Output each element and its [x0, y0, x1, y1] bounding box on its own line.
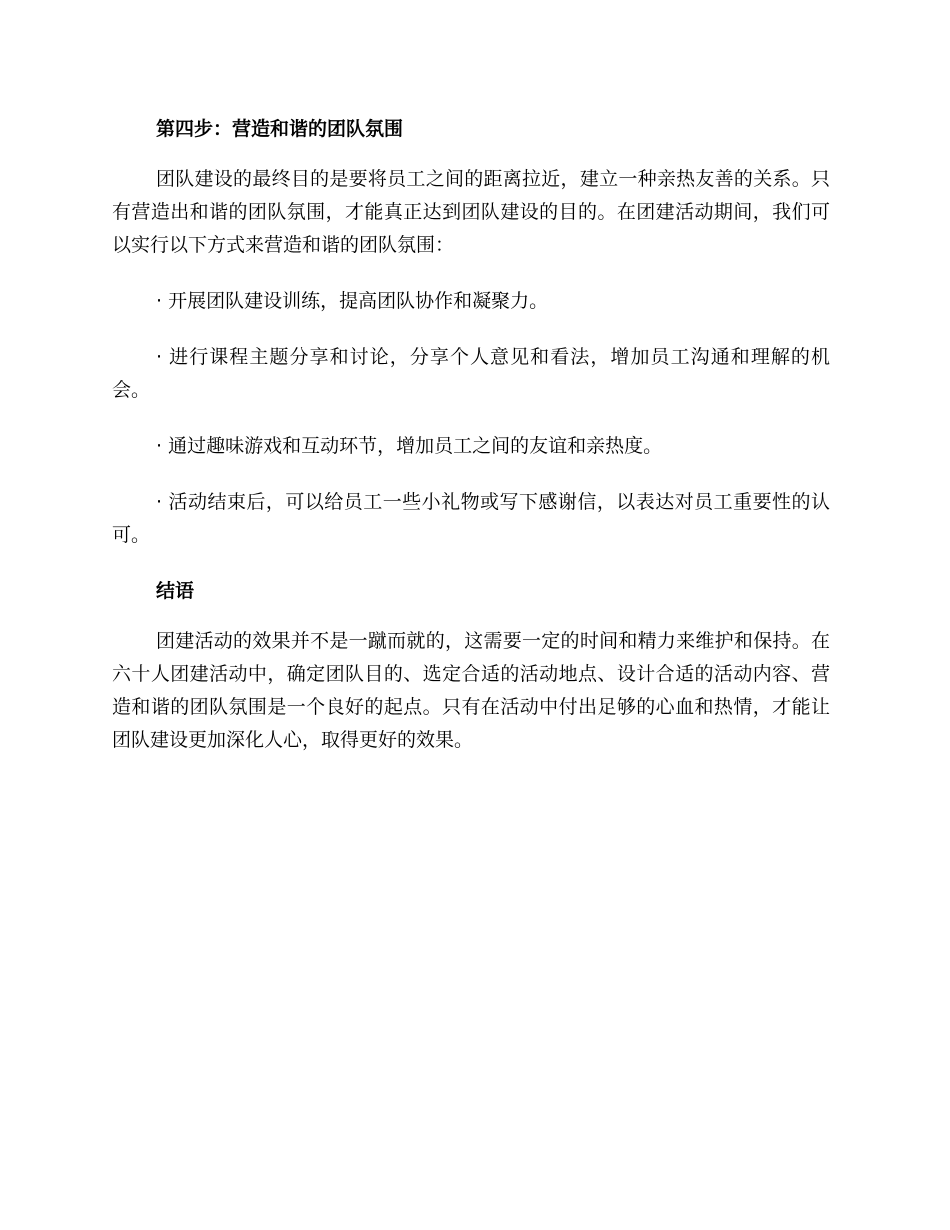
bullet-item: · 开展团队建设训练，提高团队协作和凝聚力。 — [156, 290, 549, 312]
bullet-item: · 进行课程主题分享和讨论，分享个人意见和看法，增加员工沟通和理解的机会。 — [112, 346, 830, 401]
bullet-item: · 通过趣味游戏和互动环节，增加员工之间的友谊和亲热度。 — [156, 435, 663, 457]
conclusion-paragraph: 团建活动的效果并不是一蹴而就的，这需要一定的时间和精力来维护和保持。在六十人团建活动中，确定团队目的、选定合适的活动地点、设计合适的活动内容、营造和谐的团队氛围是一个良好的起点。只有在活动中付出足够的心血和热情，才能让团队建设更加深化人心，取得更好的效果。 — [112, 630, 830, 751]
section-intro-paragraph: 团队建设的最终目的是要将员工之间的距离拉近，建立一种亲热友善的关系。只有营造出和谐的团队氛围，才能真正达到团队建设的目的。在团建活动期间，我们可以实行以下方式来营造和谐的团队氛围： — [112, 168, 830, 256]
bullet-item: · 活动结束后，可以给员工一些小礼物或写下感谢信，以表达对员工重要性的认可。 — [112, 491, 830, 546]
section-heading-step4: 第四步：营造和谐的团队氛围 — [156, 118, 404, 140]
conclusion-heading: 结语 — [156, 580, 195, 602]
